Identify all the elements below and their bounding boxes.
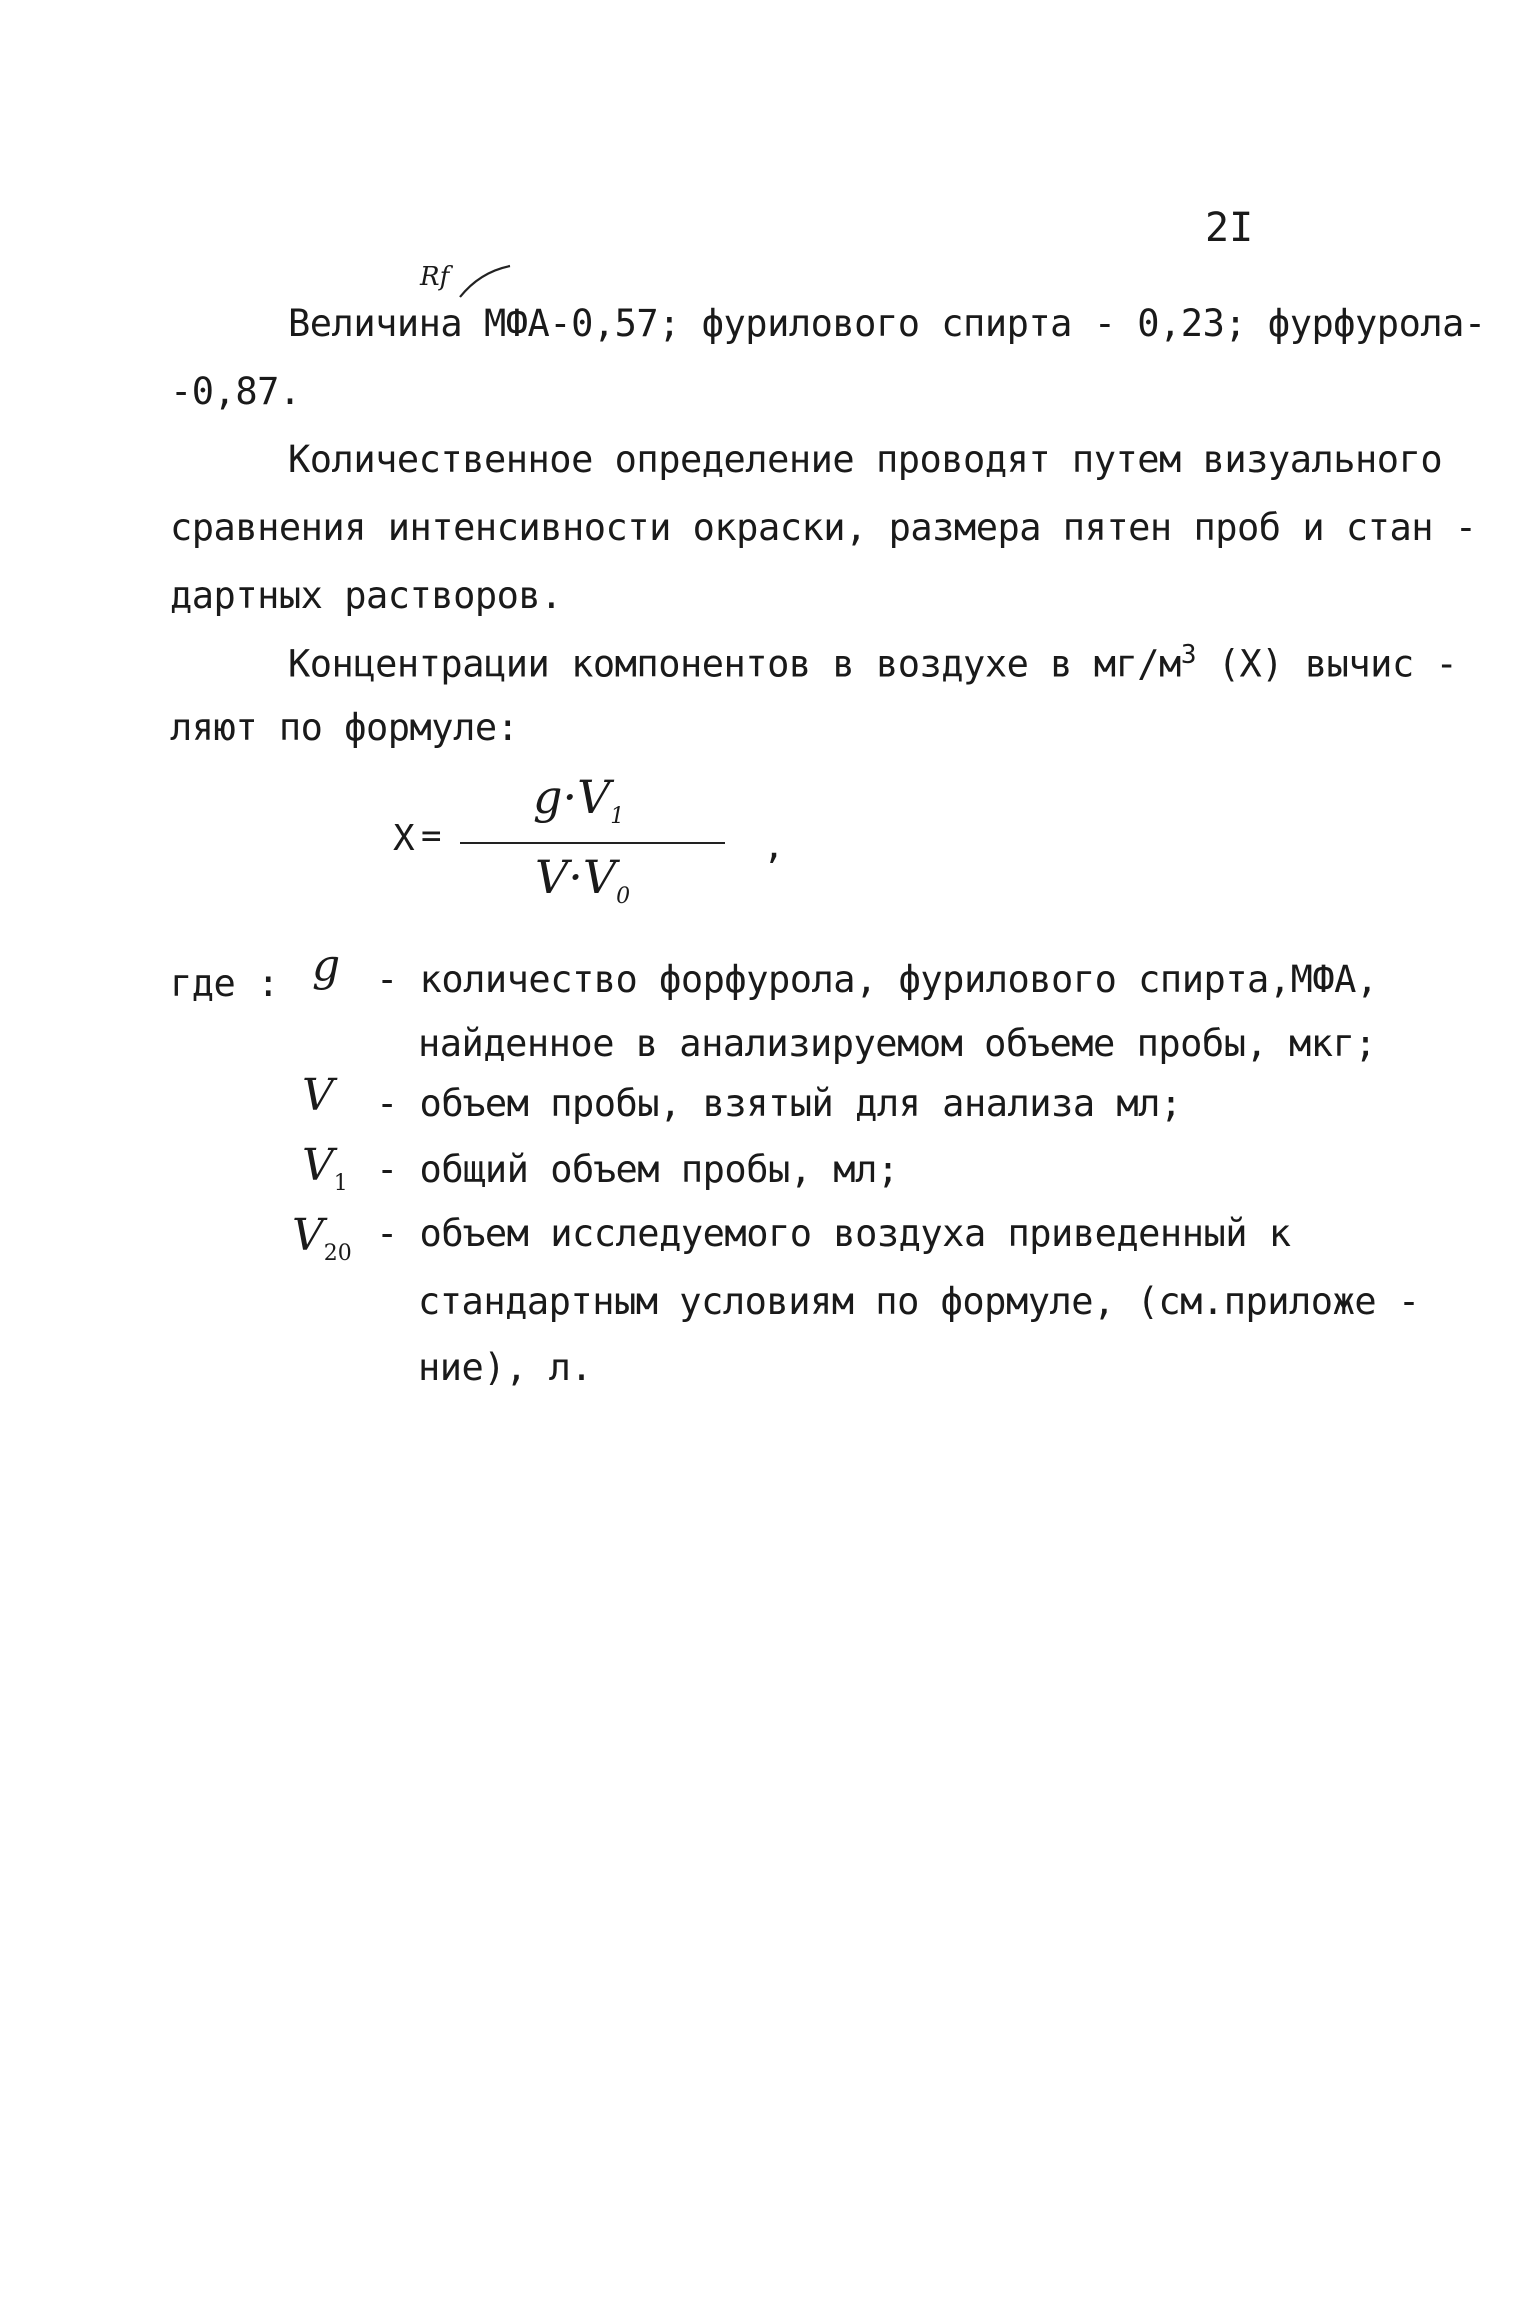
- legend-symbol-v1: [302, 1140, 348, 1196]
- legend-intro: где :: [170, 962, 279, 1005]
- paragraph3-line1: [288, 640, 1457, 685]
- legend-item-g-line2: найденное в анализируемом объеме пробы, мкг;: [418, 1022, 1377, 1065]
- paragraph1-line1: Величина МФА-0,57; фурилового спирта - 0,23; фурфурола-: [288, 302, 1486, 345]
- legend-item-v-line1: - объем пробы, взятый для анализа мл;: [376, 1082, 1182, 1125]
- denominator-subscript: 0: [616, 884, 631, 910]
- legend-symbol-v1-sub: 1: [333, 1170, 348, 1196]
- formula-denominator: [535, 850, 630, 909]
- legend-symbol-g-text: g: [312, 940, 341, 991]
- legend-symbol-v-text: V: [302, 1070, 334, 1121]
- paragraph2-line1: Количественное определение проводят путем визуального: [288, 438, 1443, 481]
- page-number: 2I: [1205, 205, 1254, 251]
- legend-item-v20-line3: ние), л.: [418, 1346, 593, 1389]
- legend-symbol-v1-text: V: [302, 1140, 334, 1191]
- numerator-subscript: 1: [610, 804, 625, 830]
- legend-item-v20-line1: - объем исследуемого воздуха приведенный к: [376, 1212, 1291, 1255]
- legend-symbol-v20: [292, 1210, 352, 1266]
- legend-symbol-g: [312, 940, 340, 991]
- legend-symbol-v20-text: V: [292, 1210, 324, 1261]
- formula-numerator: [533, 770, 624, 829]
- legend-item-g-line1: - количество форфурола, фурилового спирта,МФА,: [376, 958, 1378, 1001]
- denominator-text: V·V: [535, 850, 617, 904]
- annotation-stroke-icon: [455, 262, 515, 302]
- legend-item-v20-line2: стандартным условиям по формуле, (см.приложе -: [418, 1280, 1420, 1323]
- fraction-bar: [460, 842, 725, 844]
- paragraph2-line2: сравнения интенсивности окраски, размера пятен проб и стан -: [170, 506, 1477, 549]
- legend-symbol-v: [302, 1070, 334, 1121]
- cubic-superscript: 3: [1180, 640, 1196, 670]
- formula-trailing-comma: ,: [763, 826, 785, 867]
- concentration-formula: [385, 770, 805, 920]
- paragraph2-line3: дартных растворов.: [170, 574, 562, 617]
- numerator-text: g·V: [533, 770, 611, 824]
- rf-annotation-text: Rf: [420, 262, 450, 292]
- handwritten-rf-annotation: [420, 262, 449, 292]
- paragraph3-line1-text: Концентрации компонентов в воздухе в мг/м: [288, 642, 1181, 686]
- paragraph1-line2: -0,87.: [170, 370, 301, 413]
- legend-item-v1-line1: - общий объем пробы, мл;: [376, 1148, 899, 1191]
- paragraph3-line2: ляют по формуле:: [170, 706, 519, 749]
- formula-equals: =: [421, 816, 442, 856]
- paragraph3-line1-end: (X) вычис -: [1195, 642, 1458, 686]
- formula-lhs: X: [393, 818, 415, 859]
- legend-symbol-v20-sub: 20: [323, 1240, 352, 1266]
